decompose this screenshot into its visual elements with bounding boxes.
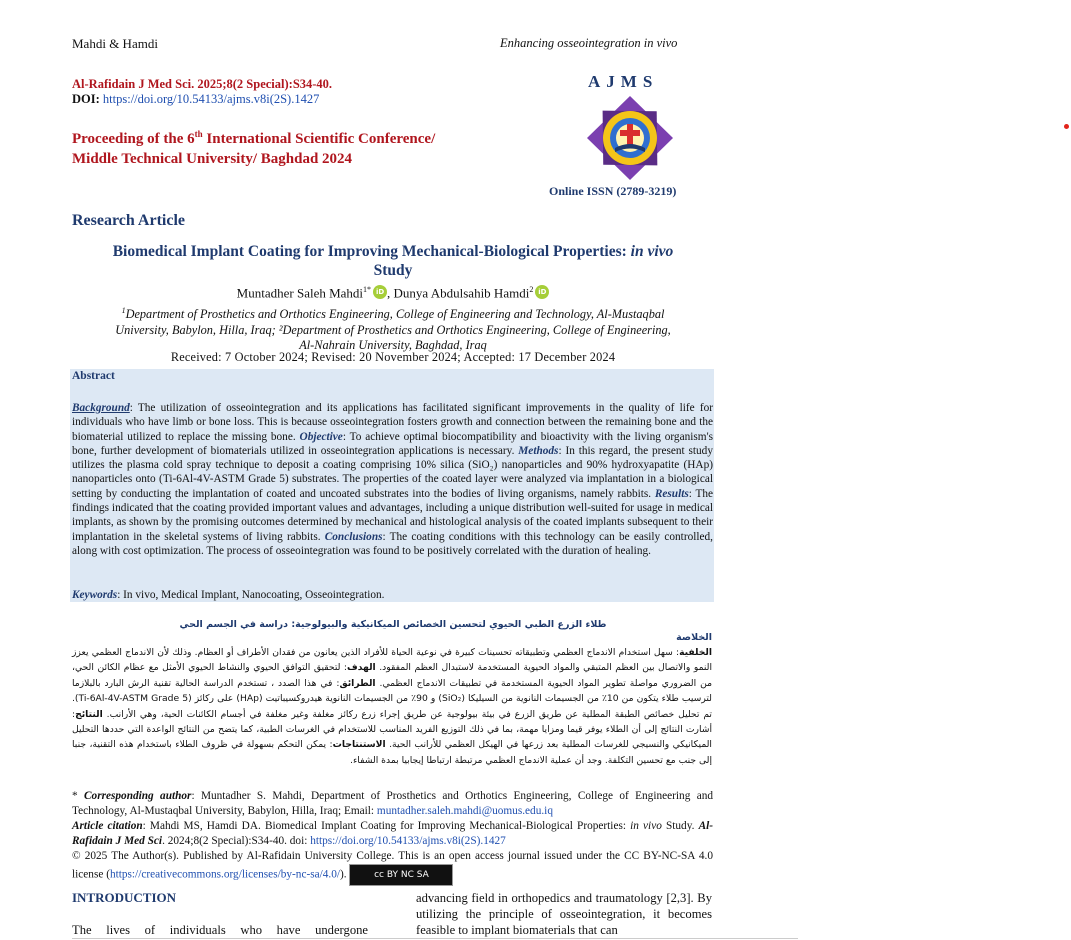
conclusions-label: Conclusions: [324, 530, 383, 543]
article-type: Research Article: [72, 212, 185, 229]
intro-heading: INTRODUCTION: [72, 890, 177, 905]
proceeding-title: [72, 124, 435, 169]
author-1-sup: 1*: [363, 285, 372, 294]
cc-license-badge[interactable]: cc BY NC SA: [349, 864, 453, 886]
title-main: Biomedical Implant Coating for Improving Mechanical-Biological Properties:: [112, 243, 627, 260]
abstract-heading: Abstract: [72, 370, 115, 382]
affiliation-line-1: Department of Prosthetics and Orthotics Engineering, College of Engineering and Technology, Al-Mustaqbal: [125, 307, 665, 322]
cite-text-3: . 2024;8(2 Special):S34-40. doi:: [162, 835, 311, 847]
article-title: [72, 242, 714, 280]
conclusions-text: : The coating conditions with this technology can be easily controlled, along with cost optimization. The process of osseointegration was found to be positively correlated with the duration of healing.: [72, 530, 713, 557]
proceeding-line1-post: International Scientific Conference/: [202, 131, 436, 147]
affiliations: [72, 303, 714, 354]
doi-line: [72, 92, 319, 107]
running-header-authors: Mahdi & Hamdi: [72, 36, 158, 51]
author-line: [72, 285, 714, 301]
page-bottom-edge: [72, 938, 798, 939]
arabic-title: طلاء الزرع الطبي الحيوي لتحسين الخصائص الميكانيكية والبيولوجية: دراسة في الجسم الحي: [179, 619, 607, 630]
abstract-body: [72, 401, 713, 558]
arabic-bg-label: الخلفية: [679, 647, 712, 658]
methods-text: : In this regard, the present study utilizes the plasma cold spray technique to deposit a coating comprising 10% silica (SiO₂) nanoparticles and 90% hydroxyapatite (HAp) nanoparticles onto (Ti-6Al-4V-ASTM Grade 5) substrates. The properties of the coated layer were analyzed via implantation in a biological setting by conducting the implantation of coated and uncoated substrates into the bodies of living organisms, namely rabbits.: [72, 444, 713, 500]
orcid-icon[interactable]: iD: [373, 285, 387, 299]
copyright-text: © 2025 The Author(s). Published by Al-Rafidain University College. This is an open access journal issued under the CC BY-NC-SA 4.0 license (: [72, 850, 713, 881]
cite-journal: Al-Rafidain J Med Sci: [72, 820, 714, 847]
arabic-abstract-body: [72, 645, 712, 768]
cite-text: : Mahdi MS, Hamdi DA. Biomedical Implant Coating for Improving Mechanical-Biological Properties:: [142, 820, 631, 832]
methods-label: Methods: [518, 444, 559, 457]
affiliation-sup: 1: [121, 306, 126, 315]
journal-logo-title: AJMS: [588, 72, 659, 91]
arabic-methods-text: : في هذا الصدد ، تستخدم الدراسة الحالية تقنية الرش البارد بالبلازما لترسيب طلاء يتكون من 10٪ من الجسيمات النانوية من السيليكا (SiO₂) و 90٪ من الجسيمات النانوية هيدروكسيباتيت (HAp) على ركائز (Ti-6Al-4V-ASTM Grade 5). تم تحليل خصائص الطبقة المطلية عن طريق الزرع في بيئة بيولوجية عن طريق إجراء زرع ركائز مغلفة وغير مغلفة في أجسام الكائنات الحية، وهي الأرانب.: [72, 677, 712, 720]
background-text: : The utilization of osseointegration and its applications has facilitated significant improvements in the quality of life for individuals who have limb or bone loss. This is because osseointegration fosters growth and connection between the remaining bone and the biomaterial utilized to replace the missing bone.: [72, 402, 713, 443]
intro-left-column: The lives of individuals who have undergone: [72, 923, 368, 937]
arabic-conc-text: : يمكن التحكم بسهولة في ظروف الطلاء باستخدام هذه التقنية، جنبا إلى جنب مع تحسين التكلفة. وجد أن عملية الاندماج العظمي مرتبطة ارتباطا إيجابيا بمدة الشفاء.: [72, 739, 712, 766]
objective-text: : To achieve optimal biocompatibility and bioactivity with the living organism's bone, further development of biomaterials utilized in osseointegration applications is necessary.: [72, 430, 713, 457]
arabic-results-text: : أشارت النتائج إلى أن الطلاء يوفر قيما ومزايا مهمة، بما في ذلك التوزيع الفريد المناسب للاستخدام في الغرسات الطبية، كما يتضح من النتائج الواعدة التي حددها التحليل الميكانيكي والنسيجي للغرسات المطلية بعد زرعها في الهيكل العظمي للأرانب الحية.: [72, 708, 712, 751]
arabic-obj-text: : لتحقيق التوافق الحيوي والنشاط الحيوي الأمثل مع عظام الكائن الحي، من الضروري مواصلة تطوير المواد الحيوية المستخدمة في تطبيقات الاندماج العظمي.: [72, 662, 712, 689]
author-2: , Dunya Abdulsahib Hamdi: [387, 285, 530, 301]
proceeding-line2: Middle Technical University/ Baghdad 2024: [72, 151, 353, 167]
journal-emblem-icon: [563, 94, 697, 182]
author-1: Muntadher Saleh Mahdi: [236, 285, 364, 301]
results-label: Results: [654, 487, 689, 500]
online-issn: Online ISSN (2789-3219): [549, 184, 677, 198]
orcid-icon[interactable]: iD: [535, 285, 549, 299]
arabic-results-label: النتائج: [75, 708, 103, 720]
corr-email-link[interactable]: muntadher.saleh.mahdi@uomus.edu.iq: [376, 805, 553, 817]
journal-citation: Al-Rafidain J Med Sci. 2025;8(2 Special):S34-40.: [72, 77, 333, 91]
intro-right-column: advancing field in orthopedics and traumatology [2,3]. By utilizing the principle of osseointegration, it becomes feasible to implant biomaterials that can: [416, 891, 712, 937]
doi-label: DOI:: [72, 92, 100, 106]
keywords-text: : In vivo, Medical Implant, Nanocoating, Osseointegration.: [117, 589, 385, 601]
arabic-methods-label: الطرائق: [339, 677, 376, 689]
corr-label: Corresponding author: [84, 790, 192, 802]
cite-doi-link[interactable]: https://doi.org/10.54133/ajms.v8i(2S).1427: [310, 835, 506, 847]
license-link[interactable]: https://creativecommons.org/licenses/by-nc-sa/4.0/: [109, 868, 341, 881]
results-text: : The findings indicated that the coating provided important values and advantages, including a unique distribution well-suited for usage in medical implants, as shown by the promising outcomes determined by mechanical and histological analysis of the coated implants subsequent to their implantation in the skeletal systems of living rabbits.: [72, 487, 714, 543]
cite-italic: in vivo: [630, 820, 662, 832]
corr-text: : Muntadher S. Mahdi, Department of Prosthetics and Orthotics Engineering, College of Engineering and Technology, Al-Mustaqbal University, Babylon, Hilla, Iraq; Email:: [72, 790, 714, 817]
corr-star: *: [72, 790, 85, 802]
background-label: Background: [72, 402, 130, 414]
proceeding-line1-pre: Proceeding of the 6: [72, 131, 195, 147]
received-dates: Received: 7 October 2024; Revised: 20 November 2024; Accepted: 17 December 2024: [170, 350, 616, 364]
keywords: [72, 588, 713, 602]
cite-text-2: Study.: [661, 820, 699, 832]
author-2-sup: 2: [529, 285, 534, 294]
arabic-summary-label: الخلاصة: [676, 632, 712, 643]
arabic-bg-text: : سهل استخدام الاندماج العظمي وتطبيقاته تحسينات كبيرة في نوعية الحياة للأفراد الذين يعانون من فقدان الأطراف أو العظام. وذلك لأن الاندماج العظمي يعزز النمو والاتصال بين العظم المتبقي والمواد الحيوية المستخدمة لاستبدال العظم المفقود.: [72, 647, 713, 674]
proceeding-sup: th: [194, 129, 203, 139]
affiliation-line-2: University, Babylon, Hilla, Iraq; ²Department of Prosthetics and Orthotics Engineering, College of Engineering,: [115, 322, 671, 337]
title-italic: in vivo: [630, 243, 674, 260]
copyright-end: ).: [340, 868, 347, 881]
objective-label: Objective: [299, 430, 343, 443]
cite-label: Article citation: [72, 820, 143, 832]
doi-link[interactable]: https://doi.org/10.54133/ajms.v8i(2S).1427: [102, 92, 320, 106]
arabic-obj-label: الهدف: [347, 662, 376, 674]
title-end: Study: [373, 262, 413, 279]
affiliation-line-3: Al-Nahrain University, Baghdad, Iraq: [299, 338, 487, 353]
footnote: [72, 789, 713, 886]
arabic-conc-label: الاستنتاجات: [332, 739, 386, 751]
keywords-label: Keywords: [72, 589, 118, 601]
marker-dot: [1064, 124, 1069, 129]
running-header-title: Enhancing osseointegration in vivo: [500, 36, 678, 50]
